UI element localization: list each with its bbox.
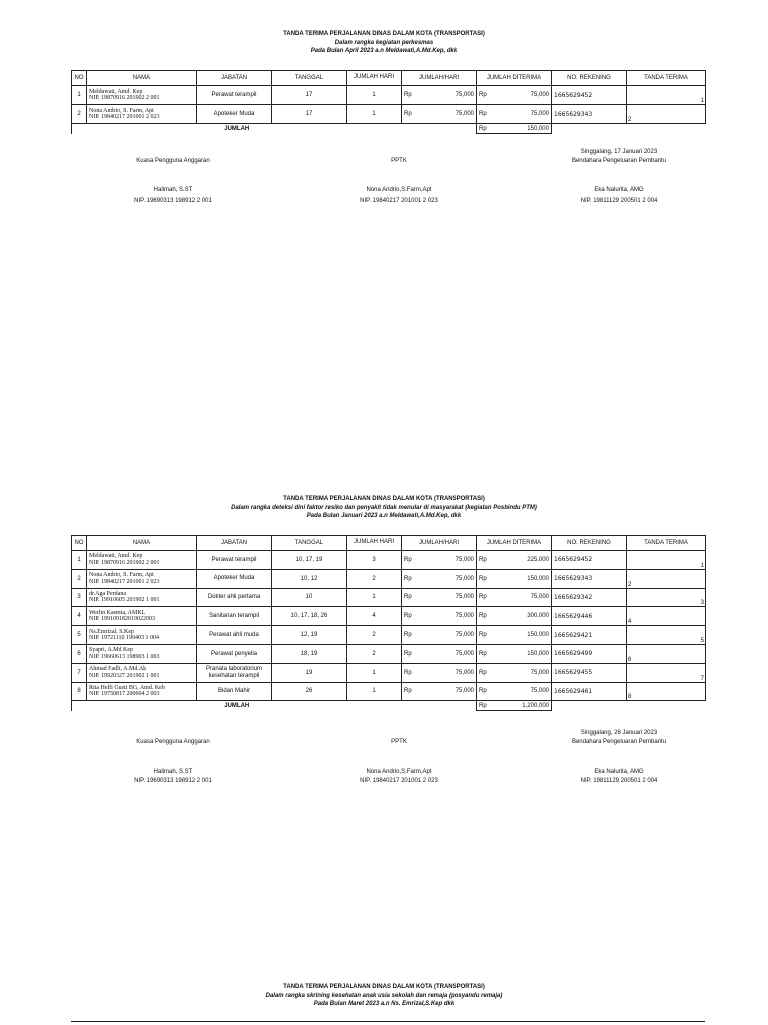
col-jumlah-hari: JUMLAH HARI [347,536,402,551]
row-nama [87,607,197,626]
table-row [72,682,706,701]
section-subtitle: Dalam rangka deteksi dini faktor resiko dan penyakit tidak menular di masyarakat (kegiatan Posbindu PTM) [231,504,537,511]
row-nama-name: Ns.Emrizal, S.Kep [89,628,134,635]
row-tanggal: 12, 19 [272,626,347,645]
section-header [0,983,768,1009]
row-tanggal: 19 [272,663,347,682]
row-nama-name: Nona Andrio, S. Farm, Apt [89,107,154,114]
row-jabatan: Pranata laboratorium kesehatan terampil [197,663,272,682]
row-nama [87,105,197,124]
receipt-table-january [71,535,706,711]
row-diterima: Rp 150,000 [477,569,552,588]
row-jabatan: Perawat terampil [197,86,272,105]
row-no: 4 [72,607,87,626]
section-header [0,495,768,521]
col-jumlah-diterima: JUMLAH DITERIMA [477,536,552,551]
signer-pptk-title: PPTK [391,158,407,164]
row-jabatan: Apoteker Muda [197,569,272,588]
row-per-hari: Rp 75,000 [402,551,477,570]
receipt-section-april [0,30,768,56]
row-tanggal: 10, 17, 18, 26 [272,607,347,626]
row-tanda-terima: 1 [627,86,706,105]
table-row [72,663,706,682]
table-row [72,551,706,570]
row-tanda-terima: 2 [627,569,706,588]
row-tanggal: 10 [272,588,347,607]
row-nama-name: Ahmad Fadli, A.Md.Ak [89,666,147,673]
col-nama: NAMA [87,71,197,86]
signer-pptk-nip: NIP. 19840217 201001 2 023 [360,778,438,784]
row-tanda-terima: 5 [627,626,706,645]
row-nip: NIP. 19870916 201902 2 001 [89,559,160,566]
col-no-rekening: NO. REKENING [552,536,627,551]
total-amount: Rp 1,200,000 [477,701,552,711]
row-per-hari: Rp 75,000 [402,105,477,124]
row-no: 6 [72,644,87,663]
row-per-hari: Rp 75,000 [402,626,477,645]
row-nama [87,626,197,645]
row-no: 2 [72,569,87,588]
row-hari: 2 [347,569,402,588]
row-hari: 1 [347,105,402,124]
signer-bendahara-title: Bendahara Pengeluaran Pembantu [571,739,667,745]
signer-bendahara-name: Eka Nalurita, AMG [594,187,644,193]
row-jabatan: Sanitarian terampil [197,607,272,626]
signer-bendahara-nip: NIP. 19811129 200501 2 004 [580,778,658,784]
row-jabatan: Bidan Mahir [197,682,272,701]
signer-kuasa-title: Kuasa Pengguna Anggaran [136,739,210,745]
row-jabatan: Perawat terampil [197,551,272,570]
row-hari: 4 [347,607,402,626]
signer-pptk-nip: NIP. 19840217 201001 2 023 [360,198,438,204]
signer-pptk-title: PPTK [391,739,407,745]
table-row [72,86,706,105]
table-row [72,588,706,607]
row-diterima: Rp 150,000 [477,644,552,663]
row-no: 1 [72,551,87,570]
row-nama [87,588,197,607]
row-no: 2 [72,105,87,124]
row-nama-name: Meldawati, Amd. Kep [89,553,143,560]
row-nama [87,86,197,105]
row-hari: 2 [347,644,402,663]
section-title: TANDA TERIMA PERJALANAN DINAS DALAM KOTA (TRANSPORTASI) [283,984,485,990]
row-diterima: Rp 300,000 [477,607,552,626]
row-tanggal: 18, 19 [272,644,347,663]
row-per-hari: Rp 75,000 [402,86,477,105]
section-subtitle: Dalam rangka skrining kesehatan anak usia sekolah dan remaja (posyandu remaja) [265,992,503,999]
row-nama-name: Meldawati, Amd. Kep [89,88,143,95]
row-hari: 2 [347,626,402,645]
section-subtitle: Dalam rangka kegiatan perkesmas [334,39,434,46]
row-nama [87,663,197,682]
col-jabatan: JABATAN [197,536,272,551]
row-rekening: 1665629452 [552,551,627,570]
row-rekening: 1665629343 [552,105,627,124]
row-nama-name: Werlin Kasmia, AMKL [89,609,146,616]
row-nama-name: dr.Aga Perdana [89,590,126,597]
row-rekening: 1665629452 [552,86,627,105]
col-tanda-terima: TANDA TERIMA [627,536,706,551]
col-no: NO [72,71,87,86]
row-nip: NIP. 19840217 201001 2 023 [89,578,160,585]
row-nama-name: Rita Helfi Gusti BG, Amd. Keb [89,684,165,691]
row-per-hari: Rp 75,000 [402,682,477,701]
table-top-border-march [71,1021,705,1025]
row-diterima: Rp 75,000 [477,682,552,701]
signer-kuasa-nip: NIP. 19690313 198912 2 001 [134,778,212,784]
row-tanda-terima: 8 [627,682,706,701]
row-jabatan: Apoteker Muda [197,105,272,124]
row-nip: NIP. 19721110 199403 1 004 [89,635,160,642]
row-rekening: 1665629455 [552,663,627,682]
signer-bendahara-name: Eka Nalurita, AMG [594,769,644,775]
row-hari: 1 [347,682,402,701]
row-rekening: 1665629343 [552,569,627,588]
row-hari: 1 [347,86,402,105]
total-amount: Rp 150,000 [477,124,552,134]
row-diterima: Rp 150,000 [477,626,552,645]
section-header [0,30,768,56]
col-jabatan: JABATAN [197,71,272,86]
receipt-section-march [0,983,768,1009]
col-no: NO [72,536,87,551]
col-jumlah-per-hari: JUMLAH/HARI [402,536,477,551]
col-tanggal: TANGGAL [272,71,347,86]
row-per-hari: Rp 75,000 [402,663,477,682]
col-jumlah-per-hari: JUMLAH/HARI [402,71,477,86]
row-per-hari: Rp 75,000 [402,607,477,626]
row-no: 8 [72,682,87,701]
row-tanda-terima: 6 [627,644,706,663]
row-hari: 3 [347,551,402,570]
receipt-table-april [71,70,706,134]
row-jabatan: Perawat ahli muda [197,626,272,645]
row-tanda-terima: 4 [627,607,706,626]
signer-bendahara-nip: NIP. 19811129 200501 2 004 [580,198,658,204]
row-tanggal: 10, 17, 19 [272,551,347,570]
row-tanggal: 17 [272,105,347,124]
signer-pptk-name: Nona Andrio,S.Farm,Apt [366,187,432,193]
table-row [72,105,706,124]
row-nip: NIP. 19920327 201902 1 001 [89,672,160,679]
signer-kuasa-title: Kuasa Pengguna Anggaran [136,158,210,164]
row-diterima: Rp 75,000 [477,105,552,124]
signer-kuasa-name: Halimah, S.ST [153,187,193,193]
col-tanda-terima: TANDA TERIMA [627,71,706,86]
section-period: Pada Bulan Januari 2023 a.n Meldawati,A.Md.Kep, dkk [306,513,462,519]
total-label: JUMLAH [72,124,402,134]
row-diterima: Rp 75,000 [477,86,552,105]
row-no: 1 [72,86,87,105]
table-row [72,626,706,645]
total-label: JUMLAH [72,701,402,711]
signer-bendahara-title: Bendahara Pengeluaran Pembantu [571,158,667,164]
table-row [72,644,706,663]
col-jumlah-diterima: JUMLAH DITERIMA [477,71,552,86]
row-diterima: Rp 225,000 [477,551,552,570]
row-nip: NIP. 199109182019022003 [89,616,156,623]
row-no: 5 [72,626,87,645]
row-nip: NIP. 19660613 198903 1 003 [89,653,160,660]
col-no-rekening: NO. REKENING [552,71,627,86]
row-tanda-terima: 7 [627,663,706,682]
place-date: Singgalang, 26 Januari 2023 [580,730,658,736]
row-jabatan: Dokter ahli pertama [197,588,272,607]
row-no: 3 [72,588,87,607]
row-tanda-terima: 1 [627,551,706,570]
row-rekening: 1665629499 [552,644,627,663]
row-jabatan: Perawat penyelia [197,644,272,663]
row-nama-name: Nona Andrio, S. Farm, Apt [89,572,154,579]
row-no: 7 [72,663,87,682]
row-diterima: Rp 75,000 [477,588,552,607]
row-hari: 1 [347,663,402,682]
row-tanggal: 26 [272,682,347,701]
section-period: Pada Bulan Maret 2023 a.n Ns. Emrizal,S.Kep dkk [313,1001,455,1007]
section-title: TANDA TERIMA PERJALANAN DINAS DALAM KOTA (TRANSPORTASI) [283,496,485,502]
receipt-section-january [0,495,768,521]
total-row [72,124,706,134]
section-title: TANDA TERIMA PERJALANAN DINAS DALAM KOTA (TRANSPORTASI) [283,31,485,37]
signer-kuasa-name: Halimah, S.ST [153,769,193,775]
signer-pptk-name: Nona Andrio,S.Farm,Apt [366,769,432,775]
row-nama [87,569,197,588]
row-nip: NIP. 19840217 201001 2 023 [89,114,160,120]
table-row [72,607,706,626]
signer-kuasa-nip: NIP. 19690313 198912 2 001 [134,198,212,204]
section-period: Pada Bulan April 2023 a.n Meldawati,A.Md.Kep, dkk [310,48,458,54]
row-rekening: 1665629446 [552,607,627,626]
row-diterima: Rp 75,000 [477,663,552,682]
col-nama: NAMA [87,536,197,551]
row-nip: NIP. 19870916 201902 2 001 [89,95,160,101]
row-rekening: 1665629421 [552,626,627,645]
table-row [72,569,706,588]
row-per-hari: Rp 75,000 [402,569,477,588]
row-nip: NIP. 19910605 201902 1 001 [89,597,160,604]
row-tanda-terima: 3 [627,588,706,607]
row-per-hari: Rp 75,000 [402,644,477,663]
row-nip: NIP. 19750817 200604 2 003 [89,691,160,698]
row-nama [87,644,197,663]
place-date: Singgalang, 17 Januari 2023 [580,149,658,155]
col-jumlah-hari: JUMLAH HARI [347,71,402,86]
row-rekening: 1665629461 [552,682,627,701]
row-tanda-terima: 2 [627,105,706,124]
row-nama [87,682,197,701]
row-tanggal: 17 [272,86,347,105]
total-row [72,701,706,711]
row-nama [87,551,197,570]
col-tanggal: TANGGAL [272,536,347,551]
row-rekening: 1665629342 [552,588,627,607]
row-nama-name: Syapri, A.Md Kep [89,647,133,654]
row-hari: 1 [347,588,402,607]
row-per-hari: Rp 75,000 [402,588,477,607]
row-tanggal: 10, 12 [272,569,347,588]
